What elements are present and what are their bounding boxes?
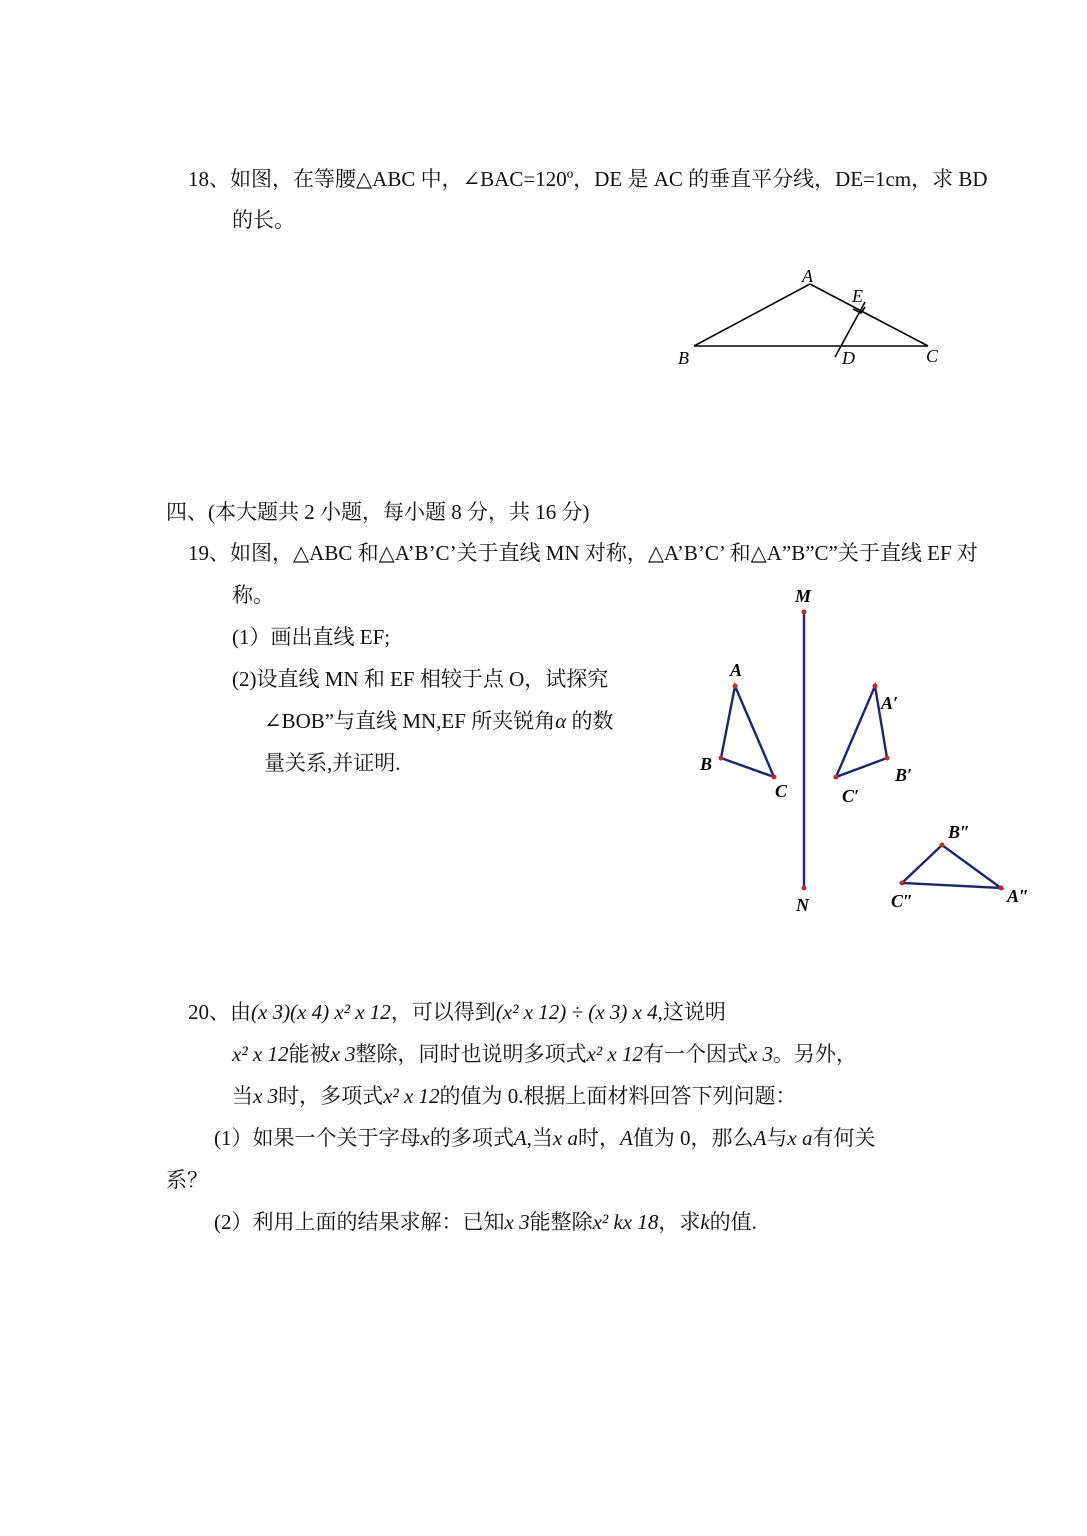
q19-label-A: A [730,660,743,680]
q20-part1-mid2: ,当 [526,1126,553,1150]
q19-label-N: N [796,895,809,915]
q20-line1-text: 20、由 [188,1000,251,1024]
q20-part1-pre: (1）如果一个关于字母 [214,1126,421,1150]
q19-label-M: M [795,586,812,606]
q19-part2-line1: (2)设直线 MN 和 EF 相较于点 O，试探究 [232,667,609,691]
q20-line3-tail: 的值为 0.根据上面材料回答下列问题： [439,1084,797,1108]
q19-label-A1: A′ [881,693,899,713]
q20-expr-trinomial: x² x 12 [232,1042,289,1066]
q20-line2-tail: 。另外， [773,1042,858,1066]
q20-part2-divisor: x 3 [504,1210,530,1234]
q20-line2 [232,1040,857,1068]
q20-part2-var-k: k [700,1210,710,1234]
q19-label-B1: B′ [895,765,913,785]
q19-part2-line3: 量关系,并证明. [264,751,401,775]
q20-part1-mid4: 值为 0，那么 [632,1126,754,1150]
q20-part1-relation: x a [787,1126,813,1150]
q20-part1-var-A2: A [619,1126,633,1150]
q18-side-BA [694,284,810,346]
q18-label-A: A [802,266,813,286]
q19-part2-line2-text: ∠BOB”与直线 MN,EF 所夹锐角 [264,709,556,733]
q20-line1 [188,998,726,1026]
alpha-symbol: α [555,709,567,733]
q20-expr-trinomial-3: x² x 12 [383,1084,440,1108]
q20-expr-x-value: x 3 [253,1084,279,1108]
q20-part1-mid5: 与 [766,1126,788,1150]
q20-part2-mid: 能整除 [529,1210,593,1234]
q20-part2-pre: (2）利用上面的结果求解：已知 [214,1210,505,1234]
q20-part1-mid1: 的多项式 [429,1126,514,1150]
q19-label-C2: C″ [891,891,913,911]
q20-expr-product: (x 3)(x 4) x² x 12 [251,1000,391,1024]
q20-expr-division: (x² x 12) ÷ (x 3) x 4 [495,1000,658,1024]
q20-line3-mid: 时，多项式 [278,1084,384,1108]
q19-part1: (1）画出直线 EF; [232,625,391,649]
q19-label-B: B [700,754,713,774]
triangle-A2B2C2 [902,845,1001,888]
q20-part1-mid3: 时， [577,1126,620,1150]
q20-line2-mid1: 能被 [288,1042,331,1066]
q19-part2-line2 [264,707,613,735]
q19-label-A2: A″ [1007,886,1029,906]
q19-line2: 称。 [232,583,274,607]
q19-label-C1: C′ [842,786,860,806]
q20-line1-mid: ，可以得到 [390,1000,496,1024]
triangle-A1B1C1 [836,686,887,777]
q20-line3 [232,1082,797,1110]
q20-part1-tail: 有何关 [812,1126,876,1150]
q18-label-E: E [852,286,863,306]
q18-label-C: C [926,346,939,366]
q20-part1-line2: 系？ [166,1168,208,1192]
q20-expr-factor: x 3 [330,1042,356,1066]
q20-part2 [214,1208,757,1236]
q18-line2: 的长。 [232,208,295,232]
q20-part1-line1 [214,1124,875,1152]
q20-expr-factor-2: x 3 [747,1042,774,1066]
q20-part1-var-A: A [513,1126,527,1150]
q18-side-AC [810,284,928,346]
q20-expr-trinomial-2: x² x 12 [586,1042,643,1066]
q20-part2-tail: 的值. [709,1210,757,1234]
q20-line3-pre: 当 [232,1084,253,1108]
q19-symmetry-figure [690,580,1050,920]
q19-label-B2: B″ [948,822,970,842]
q20-part1-var-x: x [420,1126,430,1150]
q20-part1-condition: x a [552,1126,578,1150]
q19-part2-line2-tail: 的数 [566,709,614,733]
q18-label-B: B [678,348,689,368]
triangle-ABC [721,686,774,777]
q18-label-D: D [842,348,855,368]
q19-line1: 19、如图，△ABC 和△A’B’C’关于直线 MN 对称，△A’B’C’ 和△A”B”C”关于直线 EF 对 [188,541,978,565]
q18-line1: 18、如图，在等腰△ABC 中，∠BAC=120º，DE 是 AC 的垂直平分线，DE=1cm，求 BD [188,167,988,191]
q19-label-C: C [775,781,788,801]
q20-line1-tail: ,这说明 [657,1000,726,1024]
q18-triangle-figure [670,262,970,382]
q20-part2-dividend: x² kx 18 [592,1210,659,1234]
q20-line2-mid2: 整除，同时也说明多项式 [355,1042,587,1066]
section4-heading: 四、(本大题共 2 小题，每小题 8 分，共 16 分) [166,500,590,524]
q20-part1-var-A3: A [753,1126,767,1150]
q20-part2-mid2: ，求 [658,1210,701,1234]
q20-line2-mid3: 有一个因式 [642,1042,748,1066]
